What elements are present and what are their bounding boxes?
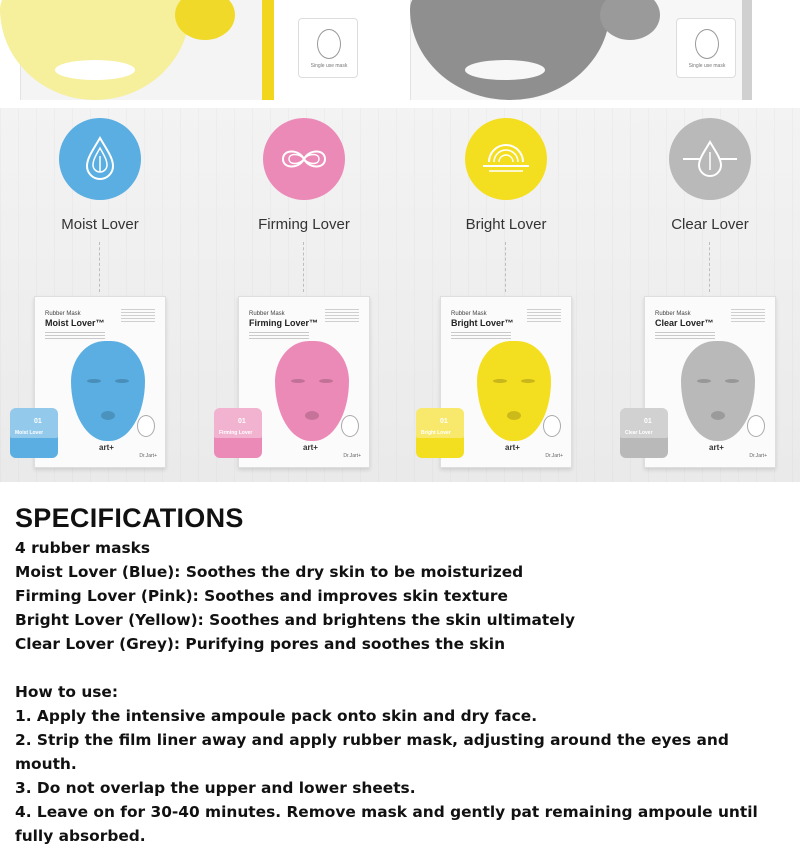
connector-line bbox=[505, 242, 506, 292]
ampoule-jar bbox=[214, 408, 262, 458]
variant-label: Moist Lover bbox=[61, 216, 139, 233]
specifications-heading: SPECIFICATIONS bbox=[15, 503, 244, 533]
spec-line: Clear Lover (Grey): Purifying pores and soothes the skin bbox=[15, 635, 506, 653]
package-fine-print-right bbox=[527, 309, 561, 323]
package-brand: art+ bbox=[303, 443, 318, 452]
water-drop-icon bbox=[59, 118, 141, 200]
jar-label: Bright Lover bbox=[421, 430, 451, 436]
ampoule-jar bbox=[416, 408, 464, 458]
variant-label: Firming Lover bbox=[258, 216, 350, 233]
variant-clear-lover bbox=[610, 108, 800, 482]
jar-number: 01 bbox=[238, 418, 246, 425]
package-title: Clear Lover™ bbox=[655, 318, 714, 328]
variant-firming-lover bbox=[204, 108, 404, 482]
grey-face-card bbox=[676, 18, 736, 78]
how-to-use-heading: How to use: bbox=[15, 683, 119, 701]
jar-label: Moist Lover bbox=[15, 430, 44, 436]
connector-line bbox=[709, 242, 710, 292]
jar-number: 01 bbox=[644, 418, 652, 425]
jar-label: Clear Lover bbox=[625, 430, 653, 436]
jar-number: 01 bbox=[34, 418, 42, 425]
how-to-step: 4. Leave on for 30-40 minutes. Remove mask and gently pat remaining ampoule until fully absorbed. bbox=[15, 803, 758, 845]
package-title: Bright Lover™ bbox=[451, 318, 514, 328]
specifications-section bbox=[15, 500, 785, 848]
spec-line: Bright Lover (Yellow): Soothes and brightens the skin ultimately bbox=[15, 611, 576, 629]
variant-bright-lover bbox=[406, 108, 606, 482]
ampoule-jar bbox=[620, 408, 668, 458]
rubber-mask-face bbox=[71, 341, 145, 441]
connector-line bbox=[303, 242, 304, 292]
yellow-face-card bbox=[298, 18, 358, 78]
package-fine-print-right bbox=[325, 309, 359, 323]
top-product-photo-strip bbox=[0, 0, 800, 108]
package-fine-print bbox=[249, 332, 309, 340]
variant-label: Bright Lover bbox=[465, 216, 547, 233]
yellow-face-caption: Single use mask bbox=[310, 63, 348, 69]
spec-line: Firming Lover (Pink): Soothes and improves skin texture bbox=[15, 587, 508, 605]
package-subtitle: Rubber Mask bbox=[655, 311, 691, 317]
variant-label: Clear Lover bbox=[671, 216, 749, 233]
rubber-mask-face bbox=[681, 341, 755, 441]
ampoule-jar bbox=[10, 408, 58, 458]
package-fine-print-right bbox=[731, 309, 765, 323]
spec-line: 4 rubber masks bbox=[15, 539, 151, 557]
rubber-mask-face bbox=[275, 341, 349, 441]
how-to-step: 3. Do not overlap the upper and lower sheets. bbox=[15, 779, 416, 797]
package-brand: art+ bbox=[99, 443, 114, 452]
package-subtitle: Rubber Mask bbox=[451, 311, 487, 317]
package-maker: Dr.Jart+ bbox=[545, 453, 563, 459]
how-to-step: 1. Apply the intensive ampoule pack onto skin and dry face. bbox=[15, 707, 538, 725]
grey-box-edge bbox=[742, 0, 752, 100]
variant-moist-lover bbox=[0, 108, 200, 482]
face-outline-icon bbox=[747, 415, 765, 437]
face-outline-icon bbox=[341, 415, 359, 437]
product-variants-panel bbox=[0, 108, 800, 482]
package-fine-print-right bbox=[121, 309, 155, 323]
grey-face-caption: Single use mask bbox=[688, 63, 726, 69]
package-fine-print bbox=[655, 332, 715, 340]
package-brand: art+ bbox=[505, 443, 520, 452]
package-maker: Dr.Jart+ bbox=[749, 453, 767, 459]
package-maker: Dr.Jart+ bbox=[139, 453, 157, 459]
package-title: Moist Lover™ bbox=[45, 318, 105, 328]
jar-label: Firming Lover bbox=[219, 430, 253, 436]
package-title: Firming Lover™ bbox=[249, 318, 319, 328]
package-fine-print bbox=[45, 332, 105, 340]
package-brand: art+ bbox=[709, 443, 724, 452]
jar-number: 01 bbox=[440, 418, 448, 425]
package-maker: Dr.Jart+ bbox=[343, 453, 361, 459]
connector-line bbox=[99, 242, 100, 292]
rubber-mask-face bbox=[477, 341, 551, 441]
how-to-step: 2. Strip the film liner away and apply rubber mask, adjusting around the eyes and mouth. bbox=[15, 731, 729, 773]
sunrise-icon bbox=[465, 118, 547, 200]
package-subtitle: Rubber Mask bbox=[249, 311, 285, 317]
package-fine-print bbox=[451, 332, 511, 340]
infinity-loop-icon bbox=[263, 118, 345, 200]
yellow-box-edge bbox=[262, 0, 274, 100]
package-subtitle: Rubber Mask bbox=[45, 311, 81, 317]
face-outline-icon bbox=[137, 415, 155, 437]
spec-line: Moist Lover (Blue): Soothes the dry skin to be moisturized bbox=[15, 563, 524, 581]
face-outline-icon bbox=[543, 415, 561, 437]
drop-line-icon bbox=[669, 118, 751, 200]
